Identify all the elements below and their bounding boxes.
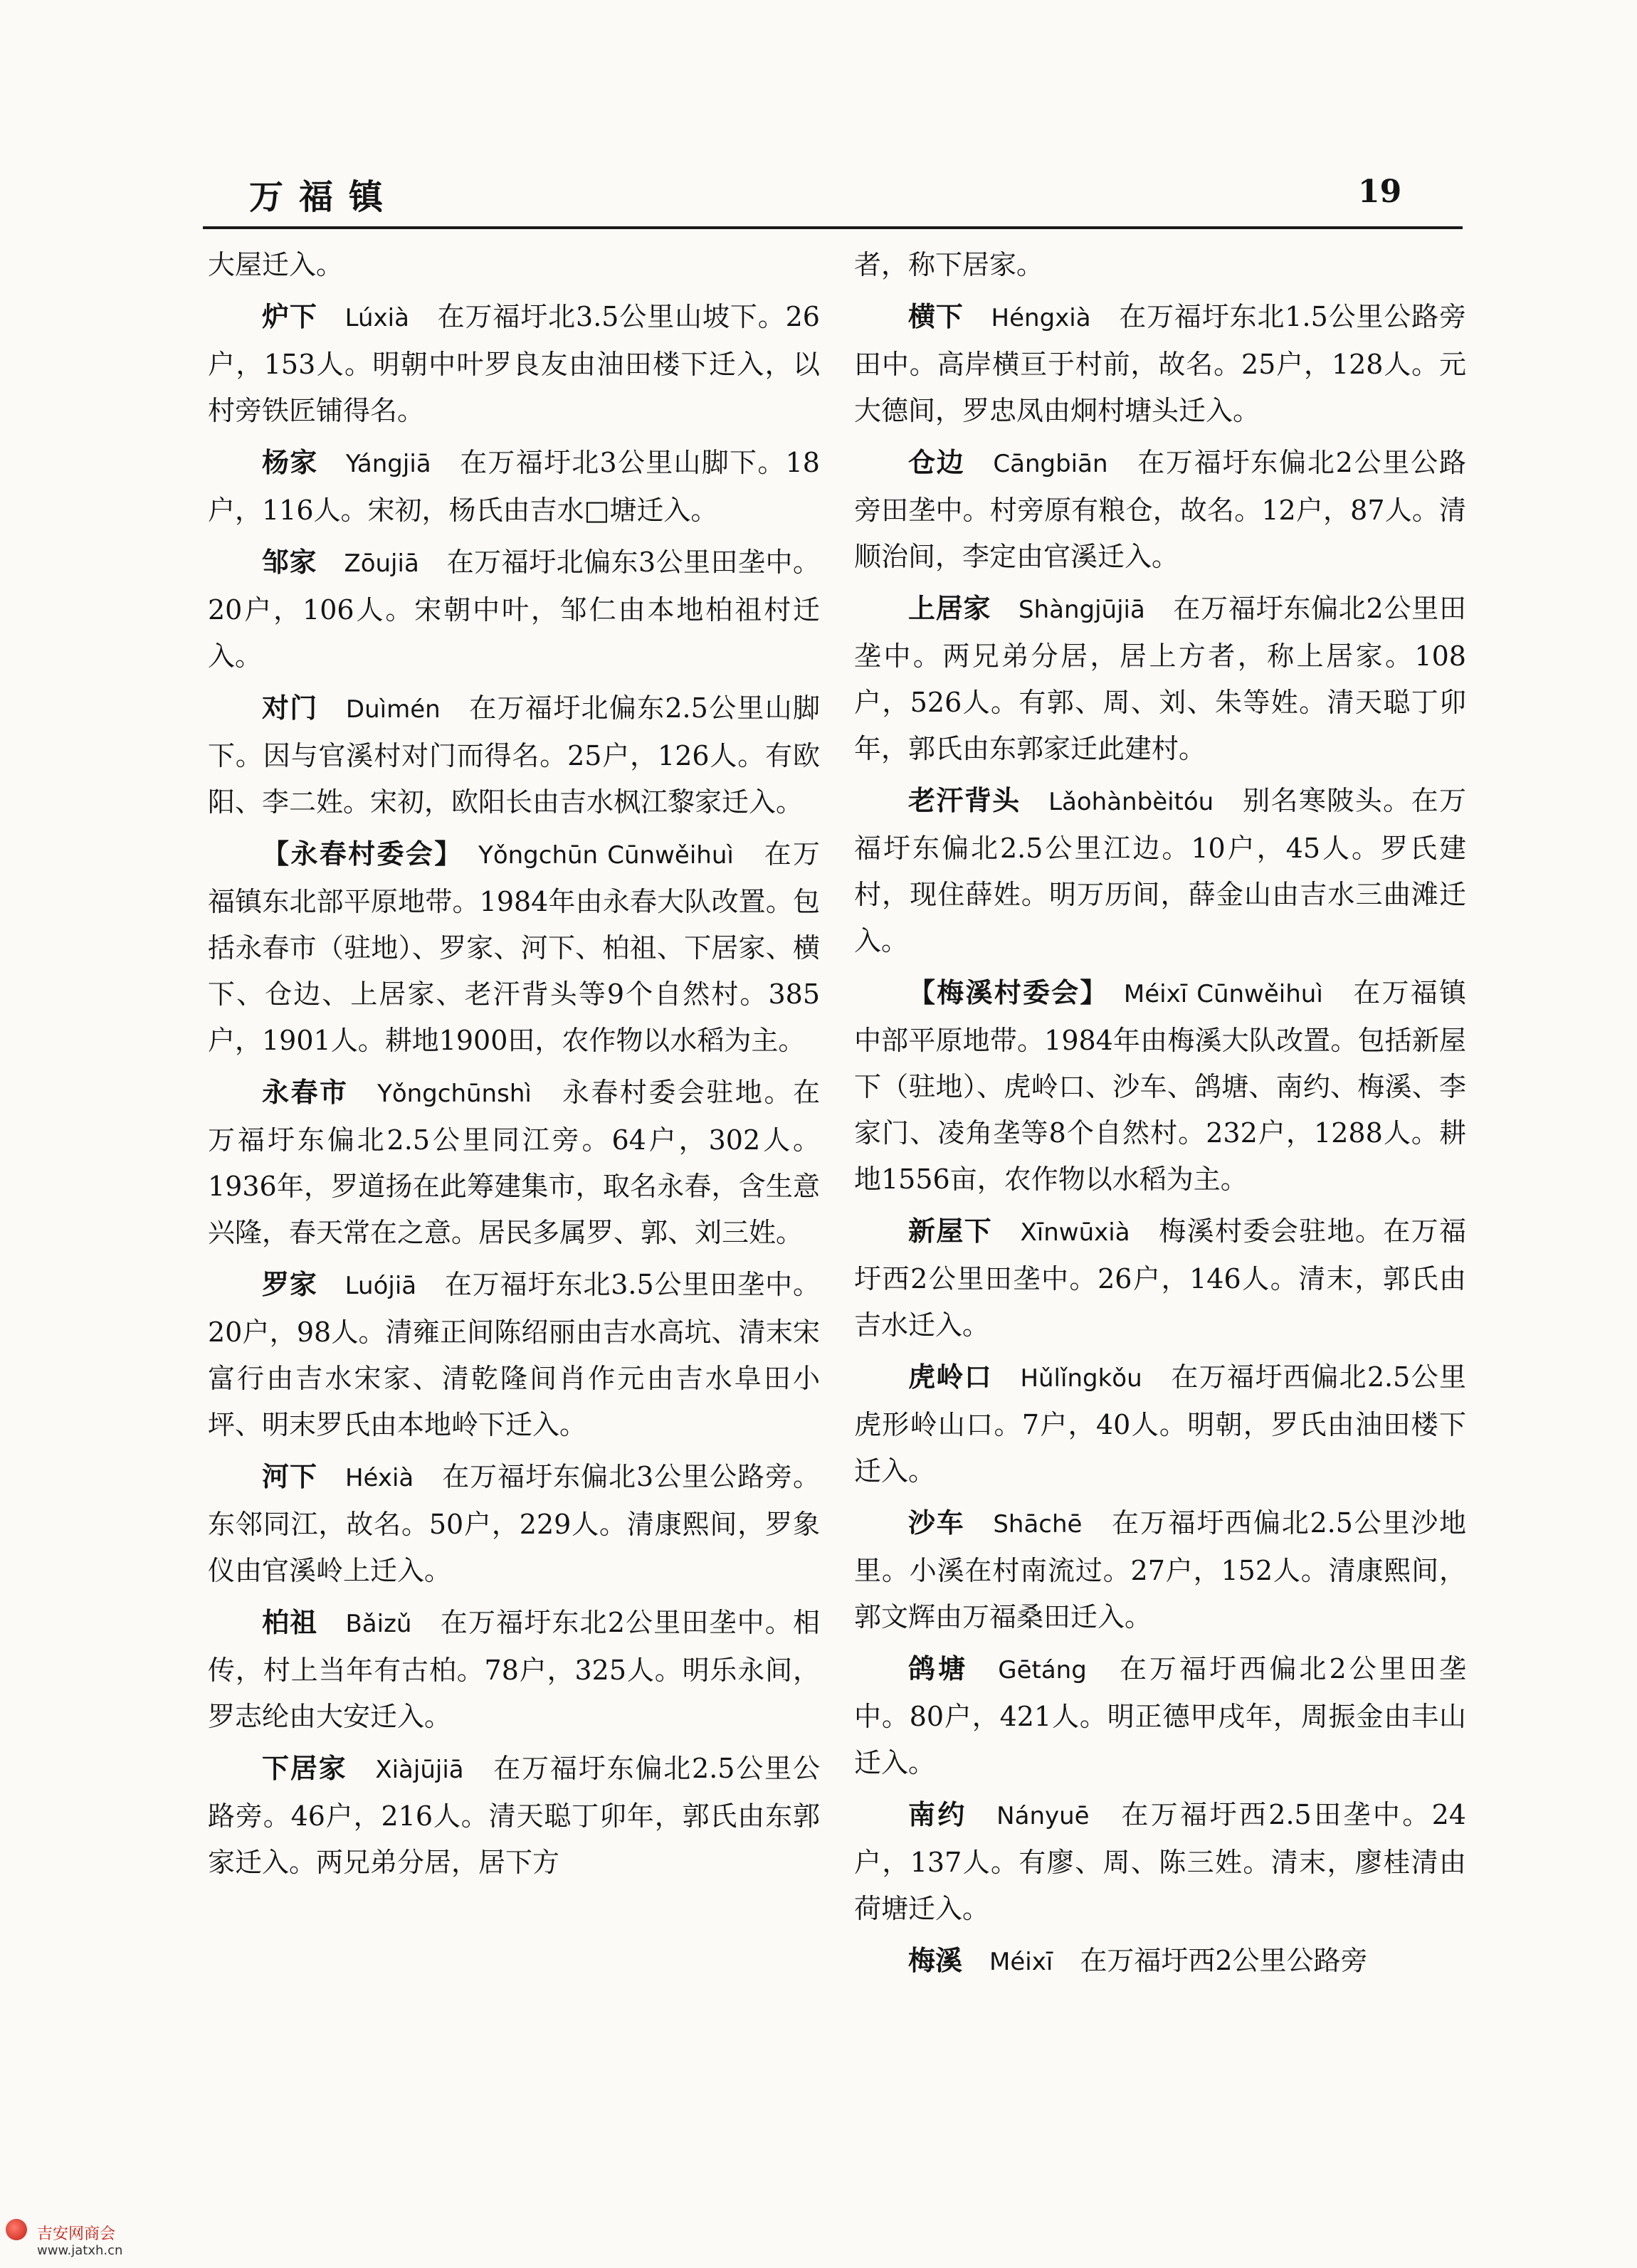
entry-cangbian	[854, 439, 1466, 580]
entry-text: 在万福圩东北2公里田垄中。相传，村上当年有古柏。78户，325人。明乐永间，罗志纶由大安迁入。	[208, 1607, 820, 1732]
entry-meixi	[854, 1937, 1466, 1985]
entry-term: 梅溪	[908, 1944, 963, 1976]
entry-text: 在万福圩北偏东2.5公里山脚下。因与官溪村对门而得名。25户，126人。有欧阳、李二姓。宋初，欧阳长由吉水枫江黎家迁入。	[208, 692, 820, 818]
entry-meixi-committee	[854, 969, 1466, 1203]
watermark-logo	[6, 2219, 184, 2263]
entry-text: 在万福圩东北1.5公里公路旁田中。高岸横亘于村前，故名。25户，128人。元大德间，罗忠凤由炯村塘头迁入。	[854, 301, 1466, 426]
entry-hexia	[208, 1453, 820, 1594]
header-rule	[203, 226, 1463, 229]
entry-term: 横下	[908, 300, 964, 332]
entry-term: 鸽塘	[908, 1652, 969, 1684]
entry-term: 柏祖	[262, 1606, 318, 1638]
entry-pinyin: Duìmén	[345, 695, 441, 724]
entry-text: 在万福圩北3.5公里山坡下。26户，153人。明朝中叶罗良友由油田楼下迁入，以村旁铁匠铺得名。	[208, 301, 820, 426]
entry-term: 仓边	[908, 446, 965, 478]
entry-pinyin: Yǒngchūnshì	[377, 1080, 532, 1108]
entry-pinyin: Bǎizǔ	[345, 1610, 412, 1638]
entry-pinyin: Héxià	[344, 1464, 414, 1492]
entry-term: 老汗背头	[908, 784, 1021, 816]
page-number: 19	[1358, 174, 1402, 210]
entry-text: 在万福圩北偏东3公里田垄中。20户，106人。宋朝中叶，邹仁由本地柏祖村迁入。	[208, 547, 820, 672]
entry-yangjia	[208, 439, 820, 534]
entry-term: 新屋下	[908, 1215, 993, 1247]
logo-icon	[6, 2219, 27, 2240]
entry-pinyin: Nányuē	[996, 1802, 1090, 1830]
entry-term: 永春市	[262, 1076, 349, 1108]
entry-term: 河下	[262, 1460, 317, 1492]
left-column	[208, 242, 820, 1891]
entry-pinyin: Shàngjūjiā	[1018, 596, 1145, 624]
entry-term: 炉下	[262, 300, 317, 332]
entry-text: 在万福圩西偏北2.5公里虎形岭山口。7户，40人。明朝，罗氏由油田楼下迁入。	[854, 1361, 1466, 1487]
entry-nanyue	[854, 1791, 1466, 1932]
entry-hengxia	[854, 293, 1466, 434]
entry-text: 永春村委会驻地。在万福圩东偏北2.5公里同江旁。64户，302人。1936年，罗道扬在此筹建集市，取名永春，含生意兴隆，春天常在之意。居民多属罗、郭、刘三姓。	[208, 1077, 820, 1248]
entry-pinyin: Luójiā	[344, 1272, 417, 1300]
entry-text: 在万福圩北3公里山脚下。18户，116人。宋初，杨氏由吉水□塘迁入。	[208, 447, 820, 526]
entry-text: 在万福圩东北3.5公里田垄中。20户，98人。清雍正间陈绍丽由吉水高坑、清末宋富行由吉水宋家、清乾隆间肖作元由吉水阜田小坪、明末罗氏由本地岭下迁入。	[208, 1269, 820, 1440]
entry-yongchunshi	[208, 1069, 820, 1256]
entry-term: 杨家	[262, 446, 318, 478]
entry-term: 【梅溪村委会】	[908, 976, 1095, 1008]
entry-text: 在万福镇东北部平原地带。1984年由永春大队改置。包括永春市（驻地）、罗家、河下、柏祖、下居家、横下、仓边、上居家、老汗背头等9个自然村。385户，1901人。耕地1900田，农作物以水稻为主。	[208, 838, 820, 1056]
entry-text: 梅溪村委会驻地。在万福圩西2公里田垄中。26户，146人。清末，郭氏由吉水迁入。	[854, 1215, 1466, 1341]
entry-term: 对门	[262, 692, 318, 724]
entry-0: 大屋迁入。	[208, 249, 344, 280]
entry-pinyin: Shāchē	[993, 1510, 1083, 1539]
entry-text: 在万福圩西偏北2.5公里沙地里。小溪在村南流过。27户，152人。清康熙间，郭文辉由万福桑田迁入。	[854, 1507, 1466, 1633]
entry-pinyin: Yángjiā	[345, 450, 431, 478]
entry-term: 【永春村委会】	[262, 838, 450, 870]
entry-getang	[854, 1645, 1466, 1786]
entry-text: 在万福镇中部平原地带。1984年由梅溪大队改置。包括新屋下（驻地）、虎岭口、沙车、鸽塘、南约、梅溪、李家门、凌角垄等8个自然村。232户，1288人。耕地1556亩，农作物以水稻为主。	[854, 977, 1466, 1195]
entry-xiajujia	[208, 1745, 820, 1886]
entry-pinyin: Xiàjūjiā	[375, 1756, 464, 1784]
entry-pinyin: Lǎohànbèitóu	[1048, 788, 1214, 816]
entry-text: 在万福圩东偏北2公里公路旁田垄中。村旁原有粮仓，故名。12户，87人。清顺治间，李定由官溪迁入。	[854, 447, 1466, 572]
header-title: 万福镇	[249, 177, 399, 217]
entry-duimen	[208, 685, 820, 826]
entry-zoujia	[208, 539, 820, 680]
entry-xinwuxia	[854, 1208, 1466, 1349]
entry-term: 罗家	[262, 1268, 317, 1300]
entry-term: 沙车	[908, 1507, 965, 1539]
entry-pinyin: Zōujiā	[344, 549, 419, 578]
entry-term: 虎岭口	[908, 1361, 993, 1393]
entry-pinyin: Xīnwūxià	[1020, 1218, 1130, 1247]
entry-term: 下居家	[262, 1752, 347, 1784]
entry-text: 在万福圩东偏北3公里公路旁。东邻同江，故名。50户，229人。清康熙间，罗象仪由官溪岭上迁入。	[208, 1461, 820, 1586]
entry-term: 上居家	[908, 592, 991, 624]
entry-shache	[854, 1499, 1466, 1640]
entry-yongchun-committee	[208, 830, 820, 1064]
entry-pinyin: Yǒngchūn Cūnwěihuì	[478, 841, 734, 870]
entry-pinyin: Méixī Cūnwěihuì	[1123, 980, 1323, 1008]
entry-text: 在万福圩西偏北2公里田垄中。80户，421人。明正德甲戌年，周振金由丰山迁入。	[854, 1653, 1466, 1778]
entry-pinyin: Méixī	[989, 1948, 1053, 1976]
entry-text: 在万福圩东偏北2.5公里公路旁。46户，216人。清天聪丁卯年，郭氏由东郭家迁入。两兄弟分居，居下方	[208, 1753, 820, 1878]
entry-baizu	[208, 1599, 820, 1740]
watermark-url: www.jatxh.cn	[37, 2243, 123, 2258]
entry-hulingkou	[854, 1354, 1466, 1494]
entry-pinyin: Hǔlǐngkǒu	[1020, 1364, 1142, 1393]
entry-pinyin: Cāngbiān	[993, 450, 1108, 478]
entry-text: 在万福圩东偏北2公里田垄中。两兄弟分居，居上方者，称上居家。108户，526人。有郭、周、刘、朱等姓。清天聪丁卯年，郭氏由东郭家迁此建村。	[854, 593, 1466, 764]
entry-text: 别名寒陂头。在万福圩东偏北2.5公里江边。10户，45人。罗氏建村，现住薛姓。明万历间，薛金山由吉水三曲滩迁入。	[854, 785, 1466, 956]
entry-luojia	[208, 1261, 820, 1448]
entry-text: 在万福圩西2.5田垄中。24户，137人。有廖、周、陈三姓。清末，廖桂清由荷塘迁入。	[854, 1799, 1466, 1924]
entry-luxia	[208, 293, 820, 434]
entry-pinyin: Héngxià	[991, 304, 1091, 332]
right-column	[854, 242, 1466, 1990]
entry-term: 邹家	[262, 546, 317, 578]
watermark-name: 吉安网商会	[37, 2225, 116, 2243]
entry-shangjujia	[854, 585, 1466, 772]
entry-pinyin: Lúxià	[344, 304, 409, 332]
entry-text: 在万福圩西2公里公路旁	[1080, 1945, 1368, 1976]
entry-term: 南约	[908, 1798, 967, 1830]
entry-laohanbeitou	[854, 777, 1466, 964]
entry-0: 者，称下居家。	[854, 249, 1044, 280]
entry-pinyin: Gētáng	[998, 1656, 1087, 1684]
